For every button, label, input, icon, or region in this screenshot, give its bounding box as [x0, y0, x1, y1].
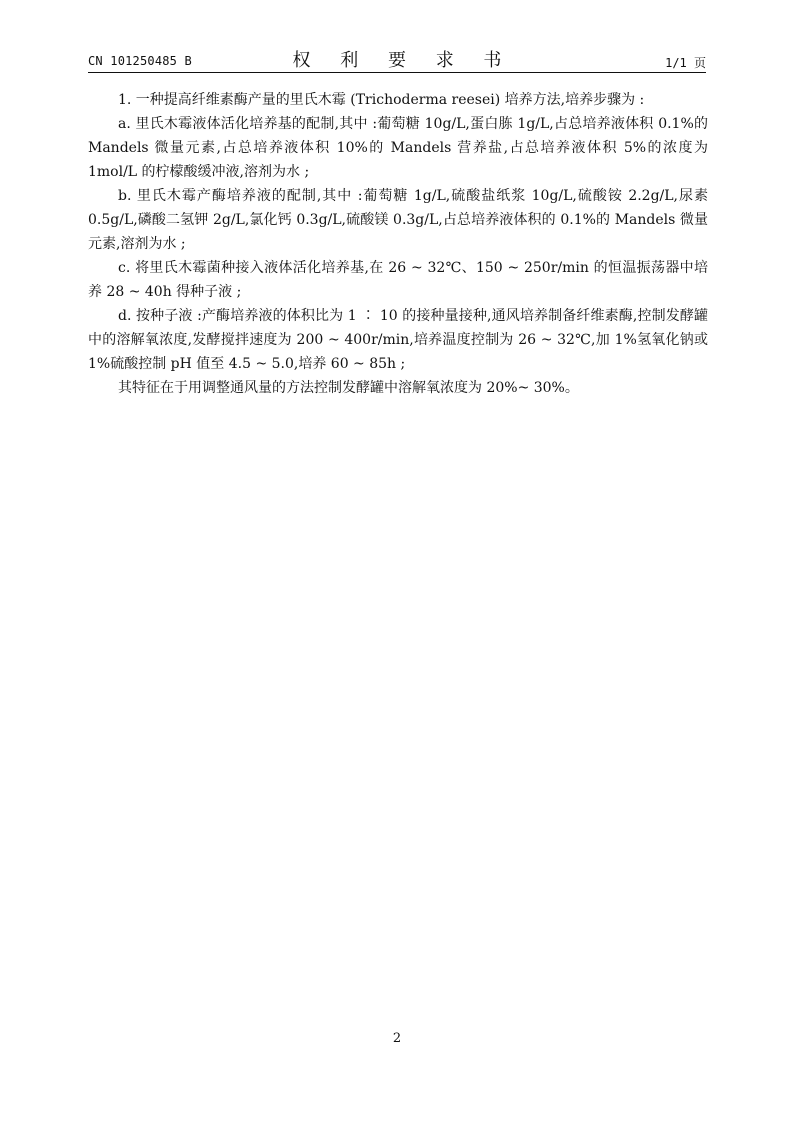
page-number: 2 [392, 1031, 402, 1046]
claims-body [88, 88, 708, 400]
publication-number: CN 101250485 B [88, 54, 192, 68]
document-type-title: 权 利 要 求 书 [292, 50, 514, 71]
page-header [88, 44, 706, 70]
page-indicator: 1/1 页 [665, 56, 706, 70]
claim-characterizing-clause: 其特征在于用调整通风量的方法控制发酵罐中溶解氧浓度为 20%~ 30%。 [118, 380, 579, 396]
header-divider [88, 72, 706, 73]
claim-step-a: a. 里氏木霉液体活化培养基的配制,其中 :葡萄糖 10g/L,蛋白胨 1g/L,占总培养液体积 0.1%的 Mandels 微量元素,占总培养液体积 10%的 Mandels 营养盐,占总培养液体积 5%的浓度为 1mol/L 的柠檬酸缓冲液,溶剂为水 ; [88, 116, 708, 180]
claim-1-preamble: 1. 一种提高纤维素酶产量的里氏木霉 (Trichoderma reesei) 培养方法,培养步骤为 : [118, 92, 645, 108]
claim-step-c: c. 将里氏木霉菌种接入液体活化培养基,在 26 ~ 32℃、150 ~ 250r/min 的恒温振荡器中培养 28 ~ 40h 得种子液 ; [88, 260, 708, 300]
claim-step-b: b. 里氏木霉产酶培养液的配制,其中 :葡萄糖 1g/L,硫酸盐纸浆 10g/L,硫酸铵 2.2g/L,尿素 0.5g/L,磷酸二氢钾 2g/L,氯化钙 0.3g/L,硫酸镁 0.3g/L,占总培养液体积的 0.1%的 Mandels 微量元素,溶剂为水 ; [88, 188, 708, 252]
claim-step-d: d. 按种子液 :产酶培养液的体积比为 1 ∶ 10 的接种量接种,通风培养制备纤维素酶,控制发酵罐中的溶解氧浓度,发酵搅拌速度为 200 ~ 400r/min,培养温度控制为 26 ~ 32℃,加 1%氢氧化钠或 1%硫酸控制 pH 值至 4.5 ~ 5.0,培养 60 ~ 85h ; [88, 308, 708, 372]
